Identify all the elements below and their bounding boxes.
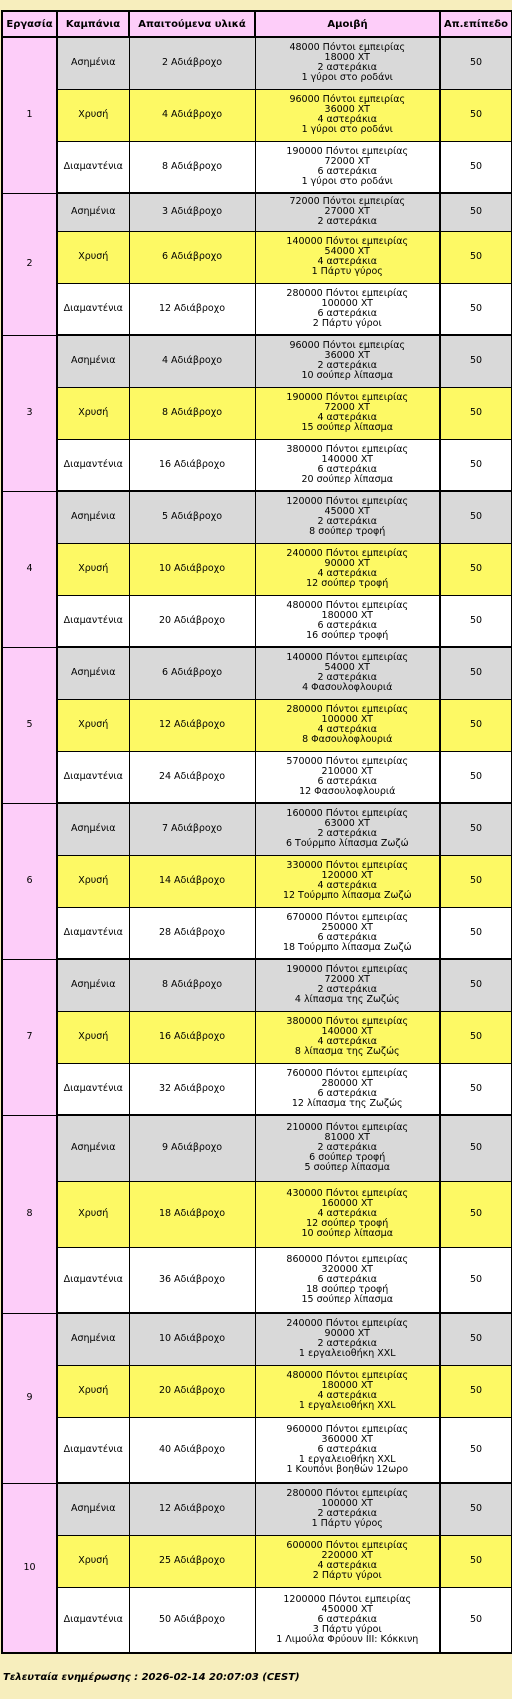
reward-line: 2 αστεράκια xyxy=(317,516,378,528)
required-level: 50 xyxy=(440,1115,512,1181)
reward-cell xyxy=(255,231,440,283)
reward-line: 2 αστεράκια xyxy=(317,828,378,840)
campaign-tier: Χρυσή xyxy=(57,543,129,595)
reward-line: 2 αστεράκια xyxy=(317,1508,378,1520)
table-row xyxy=(2,193,512,231)
task-number: 8 xyxy=(2,1115,57,1313)
reward-line: 12 σούπερ τροφή xyxy=(306,1218,389,1229)
task-number: 7 xyxy=(2,959,57,1115)
reward-line: 4 αστεράκια xyxy=(317,880,378,891)
campaign-tier: Χρυσή xyxy=(57,1535,129,1587)
campaign-tier: Διαμαντένια xyxy=(57,1247,129,1313)
table-row xyxy=(2,543,512,595)
campaign-tier: Διαμαντένια xyxy=(57,1417,129,1483)
reward-line: 570000 Πόντοι εμπειρίας xyxy=(286,755,409,767)
table-row xyxy=(2,1365,512,1417)
table-row xyxy=(2,751,512,803)
reward-line: 1 εργαλειοθήκη XXL xyxy=(298,1400,396,1411)
reward-line: 4 αστεράκια xyxy=(317,1036,378,1047)
required-materials: 12 Αδιάβροχο xyxy=(129,283,255,335)
required-level: 50 xyxy=(440,1247,512,1313)
reward-line: 54000 XT xyxy=(324,246,370,257)
reward-line: 18 σούπερ τροφή xyxy=(306,1283,389,1295)
reward-line: 54000 XT xyxy=(324,662,370,674)
required-materials: 18 Αδιάβροχο xyxy=(129,1181,255,1247)
required-level: 50 xyxy=(440,283,512,335)
reward-line: 190000 Πόντοι εμπειρίας xyxy=(286,392,409,403)
campaign-tier: Διαμαντένια xyxy=(57,751,129,803)
header-task: Εργασία xyxy=(2,11,57,37)
table-row xyxy=(2,803,512,855)
reward-cell xyxy=(255,491,440,543)
required-level: 50 xyxy=(440,1011,512,1063)
reward-cell xyxy=(255,193,440,231)
reward-line: 5 σούπερ λίπασμα xyxy=(304,1162,390,1174)
reward-cell xyxy=(255,387,440,439)
reward-cell xyxy=(255,1535,440,1587)
campaign-tier: Ασημένια xyxy=(57,491,129,543)
reward-line: 90000 XT xyxy=(324,1328,370,1340)
reward-line: 330000 Πόντοι εμπειρίας xyxy=(286,860,409,871)
required-level: 50 xyxy=(440,1313,512,1365)
reward-line: 8 Φασουλοφλουριά xyxy=(302,734,393,745)
required-materials: 8 Αδιάβροχο xyxy=(129,141,255,193)
table-row xyxy=(2,1313,512,1365)
required-level: 50 xyxy=(440,387,512,439)
required-materials: 10 Αδιάβροχο xyxy=(129,543,255,595)
task-number: 9 xyxy=(2,1313,57,1483)
reward-line: 240000 Πόντοι εμπειρίας xyxy=(286,548,409,559)
reward-cell xyxy=(255,439,440,491)
table-row xyxy=(2,1115,512,1181)
reward-line: 600000 Πόντοι εμπειρίας xyxy=(286,1540,409,1551)
reward-line: 100000 XT xyxy=(321,1498,373,1510)
required-level: 50 xyxy=(440,193,512,231)
reward-line: 6 αστεράκια xyxy=(317,165,378,177)
reward-line: 36000 XT xyxy=(324,350,370,362)
reward-line: 2 αστεράκια xyxy=(317,1142,378,1154)
reward-line: 250000 XT xyxy=(321,921,373,933)
reward-line: 27000 XT xyxy=(324,206,370,218)
campaign-tier: Ασημένια xyxy=(57,193,129,231)
campaign-tier: Χρυσή xyxy=(57,89,129,141)
required-materials: 4 Αδιάβροχο xyxy=(129,89,255,141)
reward-cell xyxy=(255,1417,440,1483)
reward-line: 100000 XT xyxy=(321,297,373,309)
campaign-tier: Διαμαντένια xyxy=(57,439,129,491)
reward-line: 2 αστεράκια xyxy=(317,360,378,372)
reward-line: 72000 XT xyxy=(324,155,370,167)
required-materials: 4 Αδιάβροχο xyxy=(129,335,255,387)
header-row xyxy=(2,11,512,37)
reward-line: 670000 Πόντοι εμπειρίας xyxy=(286,911,409,923)
reward-cell xyxy=(255,283,440,335)
required-materials: 10 Αδιάβροχο xyxy=(129,1313,255,1365)
campaign-table xyxy=(1,10,512,1654)
task-number: 3 xyxy=(2,335,57,491)
reward-line: 8 λίπασμα της Ζωζώς xyxy=(294,1046,400,1057)
required-materials: 20 Αδιάβροχο xyxy=(129,1365,255,1417)
reward-line: 4 αστεράκια xyxy=(317,724,378,735)
reward-line: 140000 Πόντοι εμπειρίας xyxy=(286,652,409,664)
required-level: 50 xyxy=(440,751,512,803)
reward-line: 1 γύροι στο ροδάνι xyxy=(301,72,393,84)
table-row xyxy=(2,1181,512,1247)
required-level: 50 xyxy=(440,543,512,595)
required-level: 50 xyxy=(440,89,512,141)
required-materials: 16 Αδιάβροχο xyxy=(129,1011,255,1063)
reward-line: 4 λίπασμα της Ζωζώς xyxy=(294,994,400,1006)
reward-line: 120000 Πόντοι εμπειρίας xyxy=(286,496,409,508)
campaign-tier: Ασημένια xyxy=(57,1313,129,1365)
reward-cell xyxy=(255,699,440,751)
reward-line: 12 Φασουλοφλουριά xyxy=(299,785,396,797)
reward-line: 18000 XT xyxy=(324,52,370,64)
reward-line: 6 αστεράκια xyxy=(317,1613,378,1625)
reward-line: 160000 XT xyxy=(321,1198,373,1209)
campaign-tier: Ασημένια xyxy=(57,803,129,855)
reward-line: 12 σούπερ τροφή xyxy=(306,578,389,589)
last-updated: Τελευταία ενημέρωσης : 2026-02-14 20:07:03 (CEST) xyxy=(3,1672,300,1683)
reward-line: 6 αστεράκια xyxy=(317,307,378,319)
reward-line: 960000 Πόντοι εμπειρίας xyxy=(286,1423,409,1435)
reward-line: 48000 Πόντοι εμπειρίας xyxy=(289,42,406,54)
required-level: 50 xyxy=(440,231,512,283)
required-materials: 5 Αδιάβροχο xyxy=(129,491,255,543)
table-row xyxy=(2,439,512,491)
reward-line: 430000 Πόντοι εμπειρίας xyxy=(286,1188,409,1199)
reward-line: 6 αστεράκια xyxy=(317,463,378,475)
reward-cell xyxy=(255,647,440,699)
reward-line: 4 αστεράκια xyxy=(317,412,378,423)
reward-line: 4 αστεράκια xyxy=(317,568,378,579)
table-row xyxy=(2,959,512,1011)
required-materials: 9 Αδιάβροχο xyxy=(129,1115,255,1181)
reward-line: 210000 XT xyxy=(321,765,373,777)
reward-line: 760000 Πόντοι εμπειρίας xyxy=(286,1067,409,1079)
reward-cell xyxy=(255,959,440,1011)
reward-cell xyxy=(255,1587,440,1653)
reward-line: 2 αστεράκια xyxy=(317,984,378,996)
reward-line: 12 λίπασμα της Ζωζώς xyxy=(291,1097,403,1109)
reward-cell xyxy=(255,1181,440,1247)
campaign-tier: Ασημένια xyxy=(57,335,129,387)
table-row xyxy=(2,595,512,647)
reward-line: 20 σούπερ λίπασμα xyxy=(301,473,393,485)
campaign-tier: Χρυσή xyxy=(57,1011,129,1063)
reward-cell xyxy=(255,595,440,647)
table-row xyxy=(2,1535,512,1587)
required-level: 50 xyxy=(440,595,512,647)
reward-line: 72000 Πόντοι εμπειρίας xyxy=(289,196,406,208)
reward-cell xyxy=(255,1313,440,1365)
table-row xyxy=(2,1483,512,1535)
table-row xyxy=(2,1011,512,1063)
required-materials: 2 Αδιάβροχο xyxy=(129,37,255,89)
table-row xyxy=(2,231,512,283)
campaign-tier: Ασημένια xyxy=(57,37,129,89)
reward-line: 18 Τούρμπο λίπασμα Ζωζώ xyxy=(282,941,412,953)
required-materials: 36 Αδιάβροχο xyxy=(129,1247,255,1313)
reward-line: 220000 XT xyxy=(321,1550,373,1561)
table-row xyxy=(2,37,512,89)
table-row xyxy=(2,1063,512,1115)
task-number: 5 xyxy=(2,647,57,803)
campaign-tier: Χρυσή xyxy=(57,231,129,283)
reward-line: 4 αστεράκια xyxy=(317,1560,378,1571)
required-level: 50 xyxy=(440,1365,512,1417)
reward-line: 2 αστεράκια xyxy=(317,62,378,74)
required-materials: 24 Αδιάβροχο xyxy=(129,751,255,803)
reward-line: 280000 Πόντοι εμπειρίας xyxy=(286,287,409,299)
reward-line: 1 γύροι στο ροδάνι xyxy=(301,175,393,187)
reward-line: 6 αστεράκια xyxy=(317,1087,378,1099)
campaign-tier: Χρυσή xyxy=(57,1365,129,1417)
table-row xyxy=(2,283,512,335)
reward-cell xyxy=(255,335,440,387)
reward-cell xyxy=(255,543,440,595)
reward-cell xyxy=(255,141,440,193)
required-materials: 16 Αδιάβροχο xyxy=(129,439,255,491)
required-materials: 3 Αδιάβροχο xyxy=(129,193,255,231)
required-level: 50 xyxy=(440,439,512,491)
campaign-tier: Χρυσή xyxy=(57,1181,129,1247)
required-materials: 20 Αδιάβροχο xyxy=(129,595,255,647)
required-level: 50 xyxy=(440,803,512,855)
required-level: 50 xyxy=(440,855,512,907)
reward-line: 280000 XT xyxy=(321,1077,373,1089)
header-level: Απ.επίπεδο xyxy=(440,11,512,37)
task-number: 1 xyxy=(2,37,57,193)
reward-line: 96000 Πόντοι εμπειρίας xyxy=(289,340,406,352)
required-level: 50 xyxy=(440,647,512,699)
required-materials: 7 Αδιάβροχο xyxy=(129,803,255,855)
required-level: 50 xyxy=(440,1063,512,1115)
reward-line: 4 αστεράκια xyxy=(317,1390,378,1401)
reward-line: 1 εργαλειοθήκη XXL xyxy=(298,1453,396,1465)
required-level: 50 xyxy=(440,959,512,1011)
reward-line: 96000 Πόντοι εμπειρίας xyxy=(289,94,406,105)
table-body xyxy=(2,37,512,1653)
campaign-tier: Χρυσή xyxy=(57,387,129,439)
required-materials: 12 Αδιάβροχο xyxy=(129,699,255,751)
reward-line: 480000 Πόντοι εμπειρίας xyxy=(286,1370,409,1381)
campaign-tier: Χρυσή xyxy=(57,855,129,907)
reward-line: 3 Πάρτυ γύροι xyxy=(312,1623,382,1635)
campaign-tier: Διαμαντένια xyxy=(57,907,129,959)
required-level: 50 xyxy=(440,37,512,89)
campaign-tier: Διαμαντένια xyxy=(57,141,129,193)
reward-line: 1200000 Πόντοι εμπειρίας xyxy=(283,1593,412,1605)
reward-line: 2 αστεράκια xyxy=(317,216,378,228)
reward-line: 81000 XT xyxy=(324,1132,370,1144)
reward-cell xyxy=(255,89,440,141)
reward-line: 36000 XT xyxy=(324,104,370,115)
reward-line: 1 Λιμούλα Φρύουν III: Κόκκινη xyxy=(276,1633,419,1645)
required-level: 50 xyxy=(440,1483,512,1535)
campaign-tier: Διαμαντένια xyxy=(57,1587,129,1653)
reward-line: 4 αστεράκια xyxy=(317,1208,378,1219)
reward-cell xyxy=(255,1011,440,1063)
required-materials: 32 Αδιάβροχο xyxy=(129,1063,255,1115)
task-number: 2 xyxy=(2,193,57,335)
campaign-tier: Ασημένια xyxy=(57,1115,129,1181)
table-row xyxy=(2,647,512,699)
header-campaign: Καμπάνια xyxy=(57,11,129,37)
campaign-tier: Ασημένια xyxy=(57,1483,129,1535)
table-row xyxy=(2,1587,512,1653)
reward-line: 190000 Πόντοι εμπειρίας xyxy=(286,964,409,976)
campaign-tier: Διαμαντένια xyxy=(57,595,129,647)
table-row xyxy=(2,1247,512,1313)
reward-line: 180000 XT xyxy=(321,609,373,621)
reward-cell xyxy=(255,751,440,803)
task-number: 4 xyxy=(2,491,57,647)
reward-line: 10 σούπερ λίπασμα xyxy=(301,370,393,382)
table-row xyxy=(2,141,512,193)
required-level: 50 xyxy=(440,907,512,959)
required-materials: 50 Αδιάβροχο xyxy=(129,1587,255,1653)
reward-line: 90000 XT xyxy=(324,558,370,569)
required-materials: 12 Αδιάβροχο xyxy=(129,1483,255,1535)
table-row xyxy=(2,387,512,439)
table-row xyxy=(2,855,512,907)
reward-line: 480000 Πόντοι εμπειρίας xyxy=(286,599,409,611)
reward-line: 240000 Πόντοι εμπειρίας xyxy=(286,1318,409,1330)
reward-cell xyxy=(255,1365,440,1417)
reward-line: 450000 XT xyxy=(321,1603,373,1615)
reward-line: 6 αστεράκια xyxy=(317,619,378,631)
required-level: 50 xyxy=(440,141,512,193)
reward-cell xyxy=(255,1115,440,1181)
reward-line: 210000 Πόντοι εμπειρίας xyxy=(286,1122,409,1134)
table-row xyxy=(2,699,512,751)
reward-line: 280000 Πόντοι εμπειρίας xyxy=(286,704,409,715)
reward-line: 320000 XT xyxy=(321,1263,373,1275)
reward-cell xyxy=(255,1063,440,1115)
reward-line: 1 Πάρτυ γύρος xyxy=(311,266,383,277)
reward-line: 180000 XT xyxy=(321,1380,373,1391)
header-materials: Απαιτούμενα υλικά xyxy=(129,11,255,37)
task-number: 6 xyxy=(2,803,57,959)
reward-line: 6 Τούρμπο λίπασμα Ζωζώ xyxy=(285,838,409,850)
reward-line: 100000 XT xyxy=(321,714,373,725)
header-reward: Αμοιβή xyxy=(255,11,440,37)
required-level: 50 xyxy=(440,1417,512,1483)
reward-line: 6 αστεράκια xyxy=(317,1443,378,1455)
reward-line: 2 αστεράκια xyxy=(317,1338,378,1350)
required-materials: 6 Αδιάβροχο xyxy=(129,647,255,699)
reward-cell xyxy=(255,855,440,907)
reward-cell xyxy=(255,37,440,89)
reward-line: 1 Πάρτυ γύρος xyxy=(311,1518,383,1530)
reward-line: 140000 XT xyxy=(321,453,373,465)
reward-line: 120000 XT xyxy=(321,870,373,881)
required-materials: 28 Αδιάβροχο xyxy=(129,907,255,959)
reward-line: 6 αστεράκια xyxy=(317,775,378,787)
reward-line: 4 αστεράκια xyxy=(317,256,378,267)
required-level: 50 xyxy=(440,1587,512,1653)
reward-line: 380000 Πόντοι εμπειρίας xyxy=(286,443,409,455)
reward-line: 10 σούπερ λίπασμα xyxy=(301,1228,393,1239)
reward-line: 6 αστεράκια xyxy=(317,931,378,943)
required-materials: 25 Αδιάβροχο xyxy=(129,1535,255,1587)
required-level: 50 xyxy=(440,1535,512,1587)
reward-line: 140000 Πόντοι εμπειρίας xyxy=(286,236,409,247)
reward-cell xyxy=(255,1247,440,1313)
reward-line: 190000 Πόντοι εμπειρίας xyxy=(286,145,409,157)
table-row xyxy=(2,89,512,141)
table-row xyxy=(2,491,512,543)
reward-line: 15 σούπερ λίπασμα xyxy=(301,422,393,433)
reward-line: 6 σούπερ τροφή xyxy=(309,1152,386,1164)
reward-line: 4 αστεράκια xyxy=(317,114,378,125)
reward-cell xyxy=(255,907,440,959)
required-materials: 8 Αδιάβροχο xyxy=(129,387,255,439)
required-materials: 40 Αδιάβροχο xyxy=(129,1417,255,1483)
reward-line: 1 γύροι στο ροδάνι xyxy=(301,124,393,135)
reward-line: 72000 XT xyxy=(324,974,370,986)
reward-line: 160000 Πόντοι εμπειρίας xyxy=(286,808,409,820)
task-number: 10 xyxy=(2,1483,57,1653)
table-row xyxy=(2,335,512,387)
table-row xyxy=(2,907,512,959)
campaign-tier: Ασημένια xyxy=(57,647,129,699)
campaign-tier: Ασημένια xyxy=(57,959,129,1011)
reward-line: 1 εργαλειοθήκη XXL xyxy=(298,1348,396,1360)
campaign-tier: Διαμαντένια xyxy=(57,283,129,335)
reward-line: 4 Φασουλοφλουριά xyxy=(302,682,393,694)
required-level: 50 xyxy=(440,1181,512,1247)
reward-line: 45000 XT xyxy=(324,506,370,518)
reward-line: 2 Πάρτυ γύροι xyxy=(312,317,382,329)
reward-cell xyxy=(255,1483,440,1535)
required-level: 50 xyxy=(440,699,512,751)
reward-line: 860000 Πόντοι εμπειρίας xyxy=(286,1253,409,1265)
reward-line: 280000 Πόντοι εμπειρίας xyxy=(286,1488,409,1500)
required-materials: 6 Αδιάβροχο xyxy=(129,231,255,283)
reward-line: 1 Κουπόνι βοηθών 12ωρο xyxy=(286,1463,409,1475)
reward-line: 360000 XT xyxy=(321,1433,373,1445)
required-materials: 14 Αδιάβροχο xyxy=(129,855,255,907)
reward-line: 6 αστεράκια xyxy=(317,1273,378,1285)
campaign-tier: Χρυσή xyxy=(57,699,129,751)
reward-line: 8 σούπερ τροφή xyxy=(309,526,386,538)
required-level: 50 xyxy=(440,335,512,387)
reward-line: 140000 XT xyxy=(321,1026,373,1037)
reward-line: 72000 XT xyxy=(324,402,370,413)
reward-line: 2 Πάρτυ γύροι xyxy=(312,1570,382,1581)
required-materials: 8 Αδιάβροχο xyxy=(129,959,255,1011)
reward-line: 63000 XT xyxy=(324,818,370,830)
reward-line: 15 σούπερ λίπασμα xyxy=(301,1293,393,1305)
reward-line: 12 Τούρμπο λίπασμα Ζωζώ xyxy=(282,890,412,901)
reward-cell xyxy=(255,803,440,855)
required-level: 50 xyxy=(440,491,512,543)
table-row xyxy=(2,1417,512,1483)
campaign-tier: Διαμαντένια xyxy=(57,1063,129,1115)
reward-line: 380000 Πόντοι εμπειρίας xyxy=(286,1016,409,1027)
reward-line: 16 σούπερ τροφή xyxy=(306,629,389,641)
reward-line: 2 αστεράκια xyxy=(317,672,378,684)
